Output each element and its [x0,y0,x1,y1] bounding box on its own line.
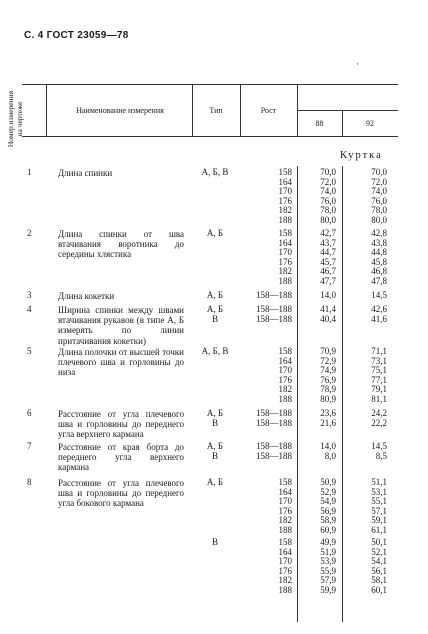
size-92-cell: 42,8 43,8 44,8 45,8 46,8 47,8 [371,228,387,286]
height-cell: 158 164 170 176 182 188 [278,477,292,535]
measurement-name: Ширина спинки между швами втачивания рукавов (в типе А, Б измерять по линии притачивания кокетки) [58,305,184,346]
measurement-name: Расстояние от угла плечевого шва и горловины до переднего угла верхнего кармана [58,409,184,440]
body-col-divider [342,166,343,622]
size-92-cell: 70,0 72,0 74,0 76,0 78,0 80,0 [371,167,387,225]
type-cell: В [211,537,218,547]
size-92-cell: 50,1 52,1 54,1 56,1 58,1 60,1 [371,537,387,595]
height-cell: 158—188 [256,290,292,300]
row-number: 7 [27,441,32,451]
col-divider [297,84,298,136]
size-88-cell: 41,4 40,4 [320,304,336,324]
size-92-cell: 14,5 8,5 [371,441,387,461]
section-title: Куртка [340,150,383,161]
column-header-size-88: 88 [315,119,324,128]
column-header-number: Номер измерения на чертеже [6,90,24,148]
size-88-cell: 42,7 43,7 44,7 45,7 46,7 47,7 [320,228,336,286]
measurement-name: Длина полочки от высшей точки плечевого шва и горловины до низа [58,347,184,378]
row-number: 1 [27,167,32,177]
height-cell: 158—188 158—188 [256,304,292,324]
column-header-type: Тип [209,106,223,115]
table-top-rule [22,84,398,85]
body-col-divider [297,166,298,622]
height-cell: 158—188 158—188 [256,408,292,428]
measurement-name: Расстояние от угла плечевого шва и горловины до переднего угла бокового кармана [58,478,184,509]
type-cell: А, Б, В [201,346,229,356]
size-92-cell: 71,1 73,1 75,1 77,1 79,1 81,1 [371,346,387,404]
height-cell: 158 164 170 176 182 188 [278,167,292,225]
type-cell: А, Б [206,290,224,300]
type-cell: А, Б В [206,441,224,461]
size-92-cell: 24,2 22,2 [371,408,387,428]
size-92-cell: 42,6 41,6 [371,304,387,324]
size-88-cell: 70,9 72,9 74,9 76,9 78,9 80,9 [320,346,336,404]
type-cell: А, Б В [206,304,224,324]
measurement-name: Расстояние от края борта до переднего угла верхнего кармана [58,442,184,473]
column-header-size-92: 92 [366,119,374,128]
height-cell: 158 164 170 176 182 188 [278,228,292,286]
column-header-name: Наименование измерения [76,106,164,115]
col-divider [46,84,47,136]
row-number: 2 [27,228,32,238]
page-mark: · [356,59,359,69]
height-cell: 158 164 170 176 182 188 [278,346,292,404]
type-cell: А, Б В [206,408,224,428]
measurement-name: Длина кокетки [58,291,115,301]
size-subheader-rule [297,110,398,111]
row-number: 6 [27,408,32,418]
size-88-cell: 50,9 52,9 54,9 56,9 58,9 60,9 [320,477,336,535]
table-header-bottom-rule [22,136,398,137]
height-cell: 158 164 170 176 182 188 [278,537,292,595]
size-88-cell: 14,0 [320,290,336,300]
row-number: 4 [27,304,32,314]
column-header-height: Рост [260,106,277,115]
row-number: 8 [27,477,32,487]
type-cell: А, Б [206,228,224,238]
measurement-name: Длина спинки [58,168,113,178]
type-cell: А, Б, В [201,167,229,177]
size-88-cell: 14,0 8,0 [320,441,336,461]
size-88-cell: 49,9 51,9 53,9 55,9 57,9 59,9 [320,537,336,595]
row-number: 5 [27,346,32,356]
size-88-cell: 70,0 72,0 74,0 76,0 78,0 80,0 [320,167,336,225]
row-number: 3 [27,290,32,300]
page-header: С. 4 ГОСТ 23059—78 [24,30,129,41]
type-cell: А, Б [206,477,224,487]
size-88-cell: 23,6 21,6 [320,408,336,428]
size-92-cell: 51,1 53,1 55,1 57,1 59,1 61,1 [371,477,387,535]
size-92-cell: 14,5 [371,290,387,300]
measurement-name: Длина спинки от шва втачивания воротника до середины хлястика [58,229,184,260]
height-cell: 158—188 158—188 [256,441,292,461]
